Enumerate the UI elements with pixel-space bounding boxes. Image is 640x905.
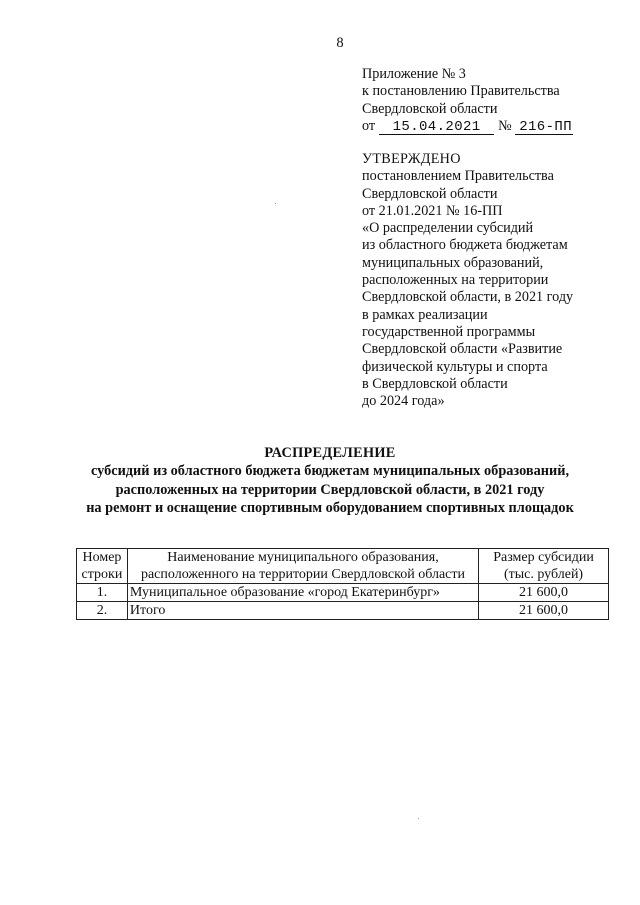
- header-text: (тыс. рублей): [503, 567, 584, 582]
- page-number: 8: [336, 35, 344, 51]
- approval-line: Свердловской области, в 2021 году: [362, 289, 574, 306]
- appendix-region: Свердловской области: [362, 100, 498, 117]
- approval-line: расположенных на территории: [362, 272, 549, 289]
- approval-line: муниципальных образований,: [362, 254, 544, 271]
- document-subtitle-line: на ремонт и оснащение спортивным оборудованием спортивных площадок: [86, 499, 574, 516]
- appendix-title: Приложение № 3: [362, 66, 466, 82]
- approval-line: физической культуры и спорта: [362, 358, 548, 375]
- header-text: строки: [81, 567, 123, 582]
- table-header-row: [77, 549, 609, 584]
- approval-line: государственной программы: [362, 323, 536, 340]
- appendix-reference: к постановлению Правительства: [362, 83, 560, 100]
- row-municipality: Муниципальное образование «город Екатеринбург»: [127, 584, 478, 602]
- decree-date: 15.04.2021: [379, 120, 494, 135]
- row-number: 2.: [77, 602, 128, 620]
- date-prefix: от: [362, 117, 376, 134]
- approval-block: [362, 151, 573, 410]
- row-number: 1.: [77, 584, 128, 602]
- approval-line: от 21.01.2021 № 16-ПП: [362, 202, 503, 219]
- header-text: Номер: [82, 550, 122, 565]
- scan-speck: [275, 203, 276, 204]
- document-title: РАСПРЕДЕЛЕНИЕ: [264, 445, 396, 461]
- approval-line: из областного бюджета бюджетам: [362, 237, 568, 254]
- header-text: Размер субсидии: [493, 550, 594, 565]
- approval-heading: УТВЕРЖДЕНО: [362, 151, 461, 167]
- document-title-block: [0, 444, 640, 517]
- document-subtitle-line: субсидий из областного бюджета бюджетам муниципальных образований,: [90, 463, 570, 480]
- table-row: [77, 602, 609, 620]
- appendix-block: [362, 66, 573, 135]
- row-municipality: Итого: [127, 602, 478, 620]
- approval-line: постановлением Правительства: [362, 168, 554, 185]
- scan-speck: [418, 818, 419, 819]
- approval-line: Свердловской области «Развитие: [362, 341, 563, 358]
- header-text: расположенного на территории Свердловской области: [140, 567, 465, 582]
- approval-line: в рамках реализации: [362, 306, 488, 323]
- table-row: [77, 584, 609, 602]
- distribution-table: [76, 548, 609, 620]
- header-municipality: [127, 549, 478, 584]
- header-text: Наименование муниципального образования,: [167, 550, 439, 565]
- document-subtitle-line: расположенных на территории Свердловской области, в 2021 году: [115, 481, 545, 498]
- appendix-date-line: [362, 118, 573, 135]
- header-row-number: [77, 549, 128, 584]
- approval-line: «О распределении субсидий: [362, 220, 534, 237]
- decree-number: 216-ПП: [515, 120, 573, 135]
- row-amount: 21 600,0: [479, 602, 609, 620]
- approval-line: Свердловской области: [362, 185, 498, 202]
- number-prefix: №: [498, 117, 512, 134]
- approval-line: до 2024 года»: [362, 393, 445, 410]
- header-subsidy-amount: [479, 549, 609, 584]
- row-amount: 21 600,0: [479, 584, 609, 602]
- approval-line: в Свердловской области: [362, 375, 508, 392]
